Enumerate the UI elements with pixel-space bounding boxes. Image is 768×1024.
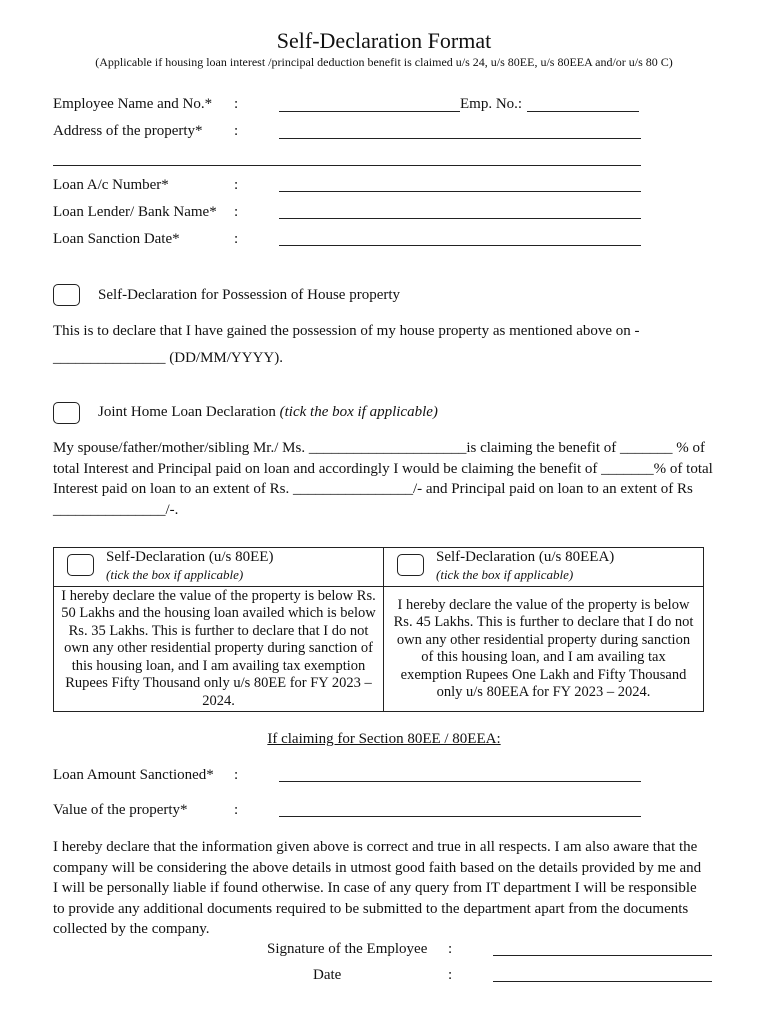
date-label: Date [313,967,342,983]
sanction-date-label: Loan Sanction Date* [53,231,180,247]
80ee-checkbox[interactable] [67,554,94,576]
lender-label: Loan Lender/ Bank Name* [53,204,217,220]
address-label: Address of the property* [53,123,203,139]
loan-amount-label: Loan Amount Sanctioned* [53,767,214,783]
possession-heading: Self-Declaration for Possession of House property [98,287,401,303]
loan-account-field[interactable] [279,191,641,192]
page-subtitle: (Applicable if housing loan interest /principal deduction benefit is claimed u/s 24, u/s 80EE, u/s 80EEA and/or u/s 80 C) [95,55,673,69]
table-cell-80eea-head [384,548,704,587]
joint-loan-heading: Joint Home Loan Declaration [98,404,276,420]
emp-no-field[interactable] [527,111,639,112]
emp-no-label: Emp. No.: [460,96,523,112]
joint-loan-checkbox[interactable] [53,402,80,424]
80ee-heading: Self-Declaration (u/s 80EE) [106,549,274,565]
80eea-body: I hereby declare the value of the property is below Rs. 45 Lakhs. This is further to declare that I do not own any other residential property during sanction of this housing loan, and I am availing tax exemption Rupees One Lakh and Fifty Thousand only u/s 80EEA for FY 2023 – 2024. [393,596,694,700]
sanction-date-field[interactable] [279,245,641,246]
table-cell-80eea-body [384,587,704,712]
table-cell-80ee-head [54,548,384,587]
property-value-field[interactable] [279,816,641,817]
signature-label: Signature of the Employee [267,941,428,957]
final-declaration: I hereby declare that the information given above is correct and true in all respects. I am also aware that the company will be considering the above details in utmost good faith based on the details provided by me and I will be personally liable if found otherwise. In case of any query from IT department I will be responsible to provide any additional documents required to be submitted to the department apart from the documents collected by the company. [53,839,702,937]
loan-account-label: Loan A/c Number* [53,177,169,193]
joint-loan-note: (tick the box if applicable) [279,404,438,420]
80eea-note: (tick the box if applicable) [436,567,574,582]
colon: : [234,767,239,783]
loan-amount-field[interactable] [279,781,641,782]
possession-text: This is to declare that I have gained the possession of my house property as mentioned above on - [53,323,640,339]
page-title: Self-Declaration Format [276,28,492,53]
signature-field[interactable] [493,955,712,956]
colon: : [234,802,239,818]
colon: : [234,177,239,193]
section-80ee-heading: If claiming for Section 80EE / 80EEA: [267,731,501,747]
address-field-line-2[interactable] [53,165,641,166]
possession-checkbox[interactable] [53,284,80,306]
colon: : [234,96,239,112]
colon: : [234,231,239,247]
joint-loan-heading-wrap [98,404,438,421]
table-cell-80ee-body [54,587,384,712]
80ee-note: (tick the box if applicable) [106,567,244,582]
colon: : [234,123,239,139]
colon: : [234,204,239,220]
employee-name-field[interactable] [279,111,460,112]
date-field[interactable] [493,981,712,982]
colon: : [448,941,453,957]
declaration-table [53,547,704,712]
property-value-label: Value of the property* [53,802,188,818]
80eea-checkbox[interactable] [397,554,424,576]
colon: : [448,967,453,983]
employee-name-label: Employee Name and No.* [53,96,213,112]
address-field-line-1[interactable] [279,138,641,139]
80eea-heading: Self-Declaration (u/s 80EEA) [436,549,615,565]
lender-field[interactable] [279,218,641,219]
joint-loan-text: My spouse/father/mother/sibling Mr./ Ms. _____________________is claiming the benefit of _______ % of total Interest and Principal paid on loan and accordingly I would be claiming the benefit of _______% of total Interest paid on loan to an extent of Rs. ________________/- and Principal paid on loan to an extent of Rs _______________/-. [53,440,713,518]
80ee-body: I hereby declare the value of the property is below Rs. 50 Lakhs and the housing loan availed which is below Rs. 35 Lakhs. This is further to declare that I do not own any other residential property during sanction of this housing loan, and I am availing tax exemption Rupees Fifty Thousand only u/s 80EE for FY 2023 – 2024. [61,587,376,709]
possession-date-field[interactable]: _______________ (DD/MM/YYYY). [53,350,283,366]
